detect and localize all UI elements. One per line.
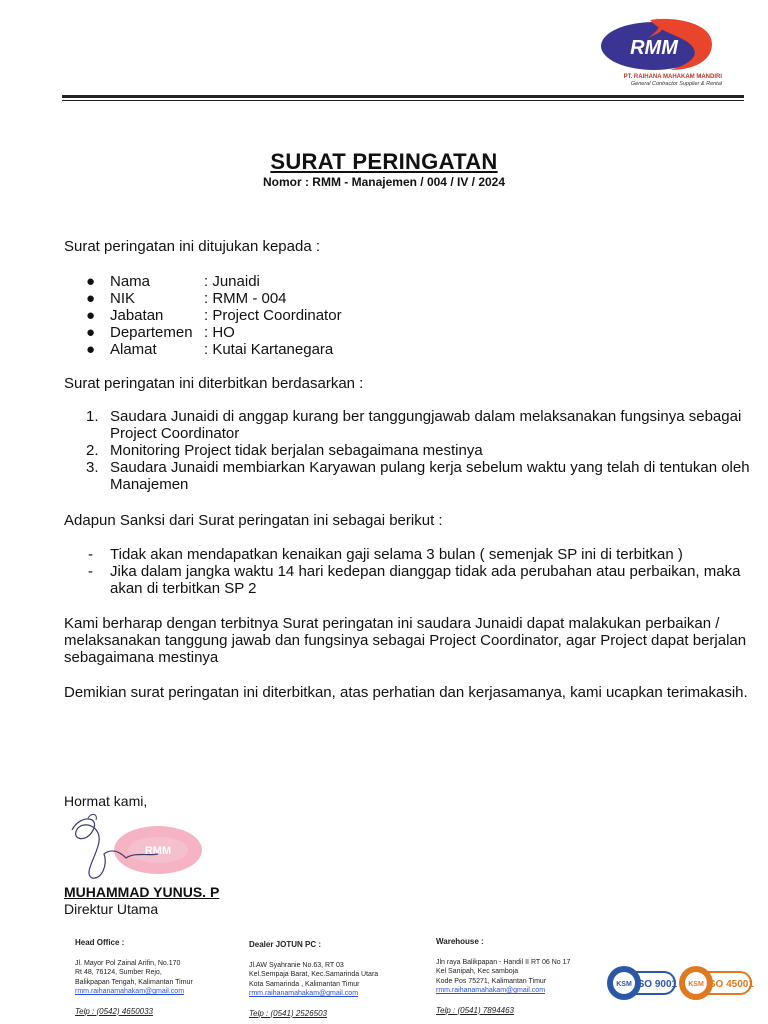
logo-text: RMM — [630, 37, 678, 59]
phone-number: Telp : (0541) 2526503 — [249, 1008, 327, 1018]
address-line: Kode Pos 75271, Kalimantan Timur — [436, 977, 547, 985]
basis-text: Saudara Junaidi di anggap kurang ber tanggungjawab dalam melaksanakan fungsinya sebagai Project Coordinator — [110, 408, 742, 442]
signature-stamp — [62, 808, 222, 884]
cert-label: ISO 45001 — [706, 979, 754, 990]
bullet-icon: ● — [86, 324, 96, 341]
footer-warehouse — [436, 937, 606, 1015]
footer-heading: Head Office : — [75, 938, 125, 947]
basis-number: 2. — [86, 442, 99, 459]
sanction-item — [86, 563, 756, 597]
email-link[interactable]: rmm.raihanamahakam@gmail.com — [436, 987, 546, 994]
rmm-logo-graphic — [596, 12, 720, 92]
basis-list — [86, 408, 756, 493]
recipient-row — [86, 290, 287, 307]
recipient-key: NIK — [110, 290, 136, 307]
phone-number: Telp : (0541) 7894463 — [436, 1005, 514, 1015]
bullet-icon: ● — [86, 341, 96, 358]
signer-name: MUHAMMAD YUNUS. P — [64, 884, 220, 900]
signature-icon — [62, 808, 222, 884]
cert-label: ISO 9001 — [634, 979, 678, 990]
phone-number: Telp : (0542) 4650033 — [75, 1006, 153, 1016]
address-line: Rt 48, 76124, Sumber Rejo, — [75, 969, 162, 976]
recipient-key: Alamat — [110, 341, 157, 358]
email-link[interactable]: rmm.raihanamahakam@gmail.com — [75, 988, 185, 995]
address-line: Kota Samarinda , Kalimantan Timur — [249, 980, 360, 988]
recipient-row — [86, 341, 333, 358]
address-line: Kel Sanipah, Kec samboja — [436, 968, 519, 975]
recipient-row — [86, 324, 235, 341]
iso-9001-icon — [606, 962, 678, 1004]
basis-item — [86, 442, 756, 459]
basis-item — [86, 459, 756, 493]
sanction-text: Jika dalam jangka waktu 14 hari kedepan dianggap tidak ada perubahan atau perbaikan, maka akan di terbitkan SP 2 — [110, 563, 741, 597]
bullet-icon: ● — [86, 273, 96, 290]
recipient-key: Nama — [110, 273, 151, 290]
header-rule-thin — [62, 100, 744, 101]
letter-title: SURAT PERINGATAN — [270, 149, 498, 174]
recipient-key: Jabatan — [110, 307, 164, 324]
basis-text: Monitoring Project tidak berjalan sebagaimana mestinya — [110, 442, 483, 459]
basis-number: 3. — [86, 459, 99, 476]
recipient-value: : Kutai Kartanegara — [204, 341, 334, 358]
sanction-text: Tidak akan mendapatkan kenaikan gaji selama 3 bulan ( semenjak SP ini di terbitkan ) — [110, 546, 683, 563]
cert-badge: KSM — [616, 981, 632, 988]
footer-dealer — [249, 940, 429, 1018]
iso-45001-badge — [678, 962, 754, 1004]
company-logo — [596, 12, 720, 92]
dash-marker: - — [88, 546, 93, 563]
basis-intro: Surat peringatan ini diterbitkan berdasarkan : — [64, 375, 364, 392]
recipient-row — [86, 273, 260, 290]
iso-9001-badge — [606, 962, 678, 1004]
address-line: Jl. Mayor Pol Zainal Arifin, No.170 — [75, 959, 181, 967]
address-line: Jln raya Balikpapan - Handil II RT 06 No 17 — [436, 958, 571, 966]
sanction-item — [86, 546, 756, 563]
intro-text: Surat peringatan ini ditujukan kepada : — [64, 238, 321, 255]
address-line: Kel.Sempaja Barat, Kec.Samarinda Utara — [249, 971, 379, 978]
sanction-intro: Adapun Sanksi dari Surat peringatan ini sebagai berikut : — [64, 512, 443, 529]
recipient-value: : Project Coordinator — [204, 307, 342, 324]
recipient-value: : Junaidi — [204, 273, 260, 290]
footer-head-office — [75, 938, 245, 1016]
bullet-icon: ● — [86, 307, 96, 324]
footer-heading: Dealer JOTUN PC : — [249, 940, 322, 949]
address-line: Jl.AW Syahranie No.63, RT 03 — [249, 961, 344, 969]
signer-title: Direktur Utama — [64, 901, 159, 917]
basis-number: 1. — [86, 408, 99, 425]
recipient-value: : RMM - 004 — [204, 290, 287, 307]
recipient-row — [86, 307, 342, 324]
hope-paragraph: Kami berharap dengan terbitnya Surat peringatan ini saudara Junaidi dapat malakukan perbaikan / melaksanakan tanggung jawab dan fungsinya sebagai Project Coordinator, agar Project dapat berjalan sebagaimana mestinya — [64, 615, 747, 666]
header-rule-thick — [62, 95, 744, 98]
recipient-key: Departemen — [110, 324, 193, 341]
address-line: Balikpapan Tengah, Kalimantan Timur — [75, 978, 193, 986]
closing-paragraph: Demikian surat peringatan ini diterbitkan, atas perhatian dan kerjasamanya, kami ucapkan terimakasih. — [64, 684, 748, 701]
dash-marker: - — [88, 563, 93, 580]
company-tagline: General Contractor Supplier & Rental — [630, 81, 722, 87]
cert-badge: KSM — [688, 981, 704, 988]
sanction-list — [86, 546, 756, 597]
company-name: PT. RAIHANA MAHAKAM MANDIRI — [623, 74, 722, 80]
email-link[interactable]: rmm.raihanamahakam@gmail.com — [249, 990, 359, 997]
footer-heading: Warehouse : — [436, 937, 484, 946]
svg-text:RMM: RMM — [144, 845, 172, 857]
basis-item — [86, 408, 756, 442]
letter-number: Nomor : RMM - Manajemen / 004 / IV / 2024 — [262, 175, 506, 189]
regards-text: Hormat kami, — [64, 793, 148, 809]
basis-text: Saudara Junaidi membiarkan Karyawan pulang kerja sebelum waktu yang telah di tentukan oleh Manajemen — [110, 459, 750, 493]
recipient-value: : HO — [204, 324, 235, 341]
iso-45001-icon — [678, 962, 754, 1004]
bullet-icon: ● — [86, 290, 96, 307]
